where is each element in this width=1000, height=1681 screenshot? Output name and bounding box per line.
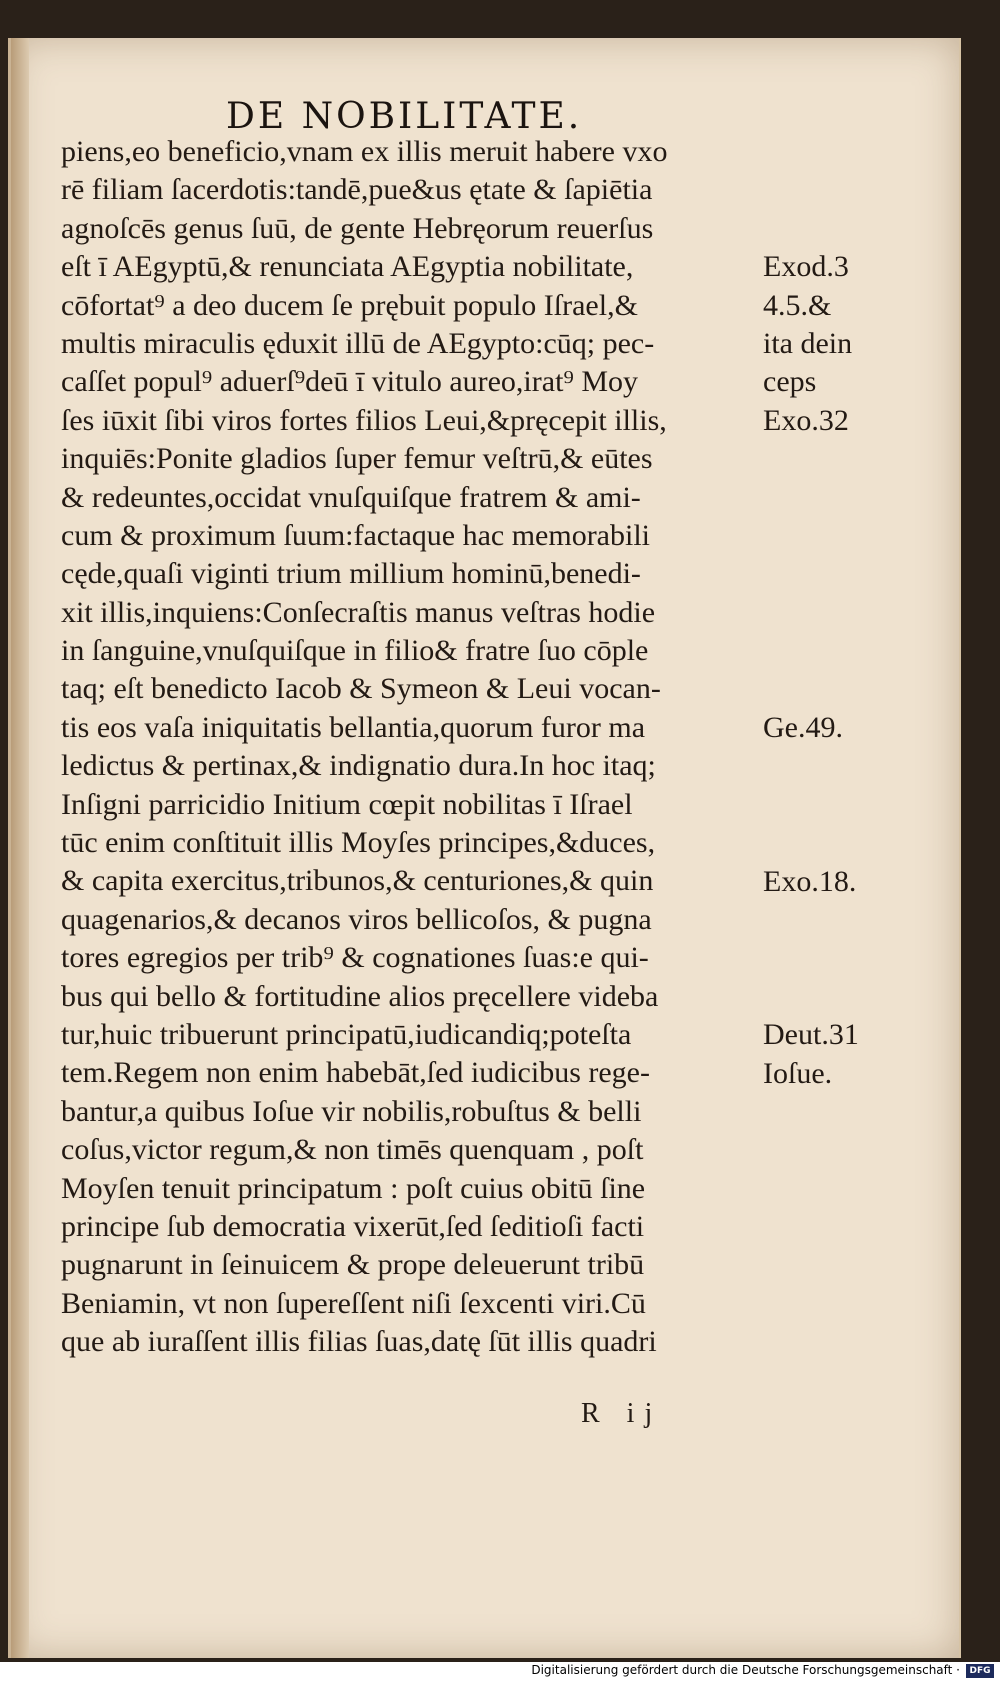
text-line: bantur,a quibus Ioſue vir nobilis,robuſtus & belli bbox=[61, 1094, 642, 1128]
page-gutter bbox=[11, 38, 29, 1658]
body-text bbox=[61, 133, 771, 1362]
marginal-note: Exo.18. bbox=[763, 864, 857, 898]
text-line: coſus,victor regum,& non timēs quenquam , poſt bbox=[61, 1133, 644, 1167]
text-line: caſſet popul⁹ aduerſ⁹deū ī vitulo aureo,irat⁹ Moy bbox=[61, 365, 639, 399]
text-line: quagenarios,& decanos viros bellicoſos, & pugna bbox=[61, 902, 652, 936]
text-line: & redeuntes,occidat vnuſquiſque fratrem & ami- bbox=[61, 480, 641, 514]
text-line: xit illis,inquiens:Conſecraſtis manus veſtras hodie bbox=[61, 595, 656, 629]
footer-bar bbox=[0, 1662, 1000, 1681]
marginal-note: Exod.3 bbox=[763, 250, 849, 284]
text-line: Beniamin, vt non ſupereſſent niſi ſexcenti viri.Cū bbox=[61, 1286, 646, 1320]
text-line: principe ſub democratia vixerūt,ſed ſeditioſi facti bbox=[61, 1209, 645, 1243]
dfg-logo: DFG bbox=[966, 1664, 994, 1678]
text-line: cęde,quaſi viginti trium millium hominū,benedi- bbox=[61, 557, 641, 591]
text-line: que ab iuraſſent illis filias ſuas,datę ſūt illis quadri bbox=[61, 1325, 657, 1359]
marginal-note: ita dein bbox=[763, 327, 853, 360]
marginal-note: Ioſue. bbox=[763, 1056, 833, 1090]
running-head: DE NOBILITATE. bbox=[226, 96, 583, 137]
text-line: tores egregios per trib⁹ & cognationes ſuas:e qui- bbox=[61, 941, 649, 975]
text-line: Moyſen tenuit principatum : poſt cuius obitū ſine bbox=[61, 1171, 646, 1205]
text-line: multis miraculis ęduxit illū de AEgypto:cūq; pec- bbox=[61, 326, 655, 360]
text-line: inquiēs:Ponite gladios ſuper femur veſtrū,& eūtes bbox=[61, 442, 653, 476]
text-line: eſt ī AEgyptū,& renunciata AEgyptia nobilitate, bbox=[61, 250, 634, 284]
text-line: taq; eſt benedicto Iacob & Symeon & Leui vocan- bbox=[61, 672, 661, 706]
marginal-note: Deut.31 bbox=[763, 1018, 859, 1052]
marginal-note: Ge.49. bbox=[763, 711, 843, 744]
text-line: cum & proximum ſuum:factaque hac memorabili bbox=[61, 518, 650, 552]
text-line: pugnarunt in ſeinuicem & prope deleuerunt tribū bbox=[61, 1248, 645, 1282]
text-line: bus qui bello & fortitudine alios pręcellere videba bbox=[61, 979, 659, 1013]
text-line: & capita exercitus,tribunos,& centuriones,& quin bbox=[61, 864, 654, 898]
text-line: in ſanguine,vnuſquiſque in filio& fratre ſuo cōple bbox=[61, 634, 649, 668]
marginal-note: ceps bbox=[763, 365, 817, 399]
text-line: tis eos vaſa iniquitatis bellantia,quorum furor ma bbox=[61, 710, 646, 744]
text-line: piens,eo beneficio,vnam ex illis meruit habere vxo bbox=[61, 135, 668, 168]
text-line: Inſigni parricidio Initium cœpit nobilitas ī Iſrael bbox=[61, 787, 633, 821]
book-page bbox=[8, 38, 961, 1658]
text-line: ſes iūxit ſibi viros fortes filios Leui,&pręcepit illis, bbox=[61, 403, 667, 437]
text-line: rē filiam ſacerdotis:tandē,pue&us ętate & ſapiētia bbox=[61, 173, 653, 207]
text-line: ledictus & pertinax,& indignatio dura.In hoc itaq; bbox=[61, 749, 656, 783]
funding-credit: Digitalisierung gefördert durch die Deutsche Forschungsgemeinschaft · bbox=[531, 1663, 960, 1677]
marginal-note: 4.5.& bbox=[763, 288, 832, 322]
marginal-note: Exo.32 bbox=[763, 403, 849, 437]
text-line: tūc enim conſtituit illis Moyſes principes,&duces, bbox=[61, 826, 656, 860]
text-line: tem.Regem non enim habebāt,ſed iudicibus rege- bbox=[61, 1056, 650, 1090]
signature-mark: R ij bbox=[581, 1398, 663, 1429]
text-line: tur,huic tribuerunt principatū,iudicandiq;poteſta bbox=[61, 1017, 632, 1051]
text-line: agnoſcēs genus ſuū, de gente Hebręorum reuerſus bbox=[61, 211, 654, 245]
text-line: cōfortat⁹ a deo ducem ſe prębuit populo Iſrael,& bbox=[61, 288, 638, 322]
